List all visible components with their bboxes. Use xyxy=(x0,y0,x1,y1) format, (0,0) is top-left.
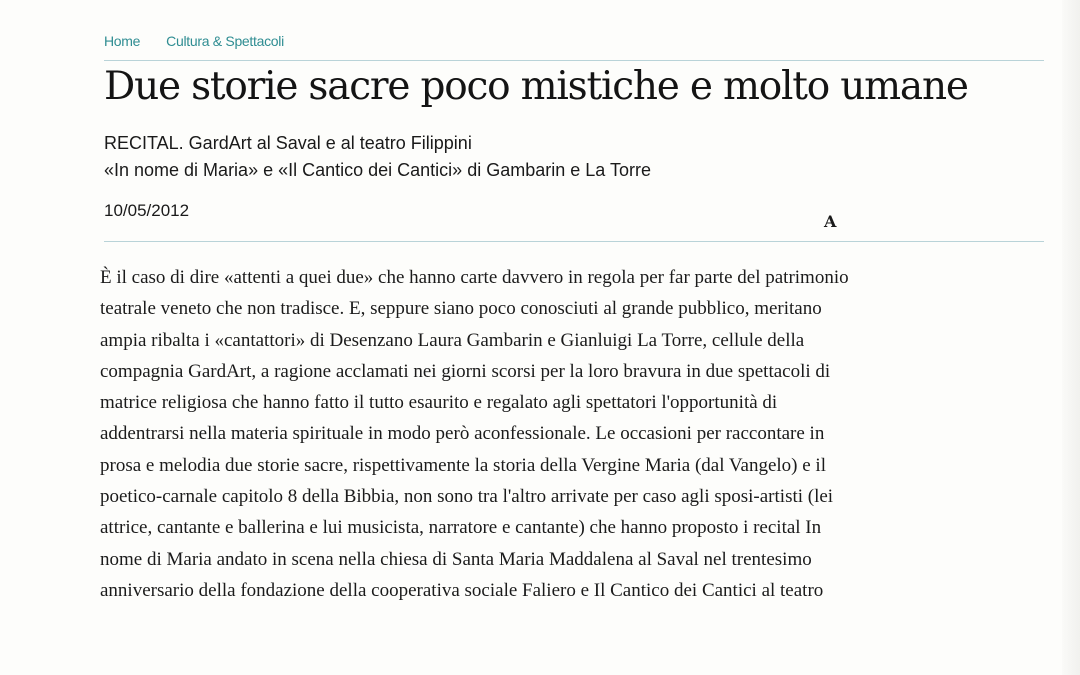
body-line: nome di Maria andato in scena nella chiesa di Santa Maria Maddalena al Saval nel trentesimo xyxy=(100,548,812,570)
article-kicker: RECITAL. GardArt al Saval e al teatro Filippini xyxy=(104,133,472,153)
scan-edge xyxy=(1062,0,1080,675)
body-line: teatrale veneto che non tradisce. E, seppure siano poco conosciuti al grande pubblico, meritano xyxy=(100,298,822,320)
font-size-button[interactable]: A xyxy=(824,212,837,231)
article-subtitle: «In nome di Maria» e «Il Cantico dei Cantici» di Gambarin e La Torre xyxy=(104,160,651,180)
article-date: 10/05/2012 xyxy=(104,201,190,220)
body-line: ampia ribalta i «cantattori» di Desenzano Laura Gambarin e Gianluigi La Torre, cellule della xyxy=(100,329,805,351)
body-line: anniversario della fondazione della cooperativa sociale Faliero e Il Cantico dei Cantici al teatro xyxy=(100,579,824,601)
body-line: poetico-carnale capitolo 8 della Bibbia, non sono tra l'altro arrivate per caso agli sposi-artisti (lei xyxy=(100,486,834,508)
breadcrumb-home-link[interactable]: Home xyxy=(104,33,141,49)
body-line: matrice religiosa che hanno fatto il tutto esaurito e regalato agli spettatori l'opportunità di xyxy=(100,392,778,414)
body-line: attrice, cantante e ballerina e lui musicista, narratore e cantante) che hanno proposto i recital In xyxy=(100,517,822,539)
article-body xyxy=(100,262,1035,606)
body-line: compagnia GardArt, a ragione acclamati nei giorni scorsi per la loro bravura in due spettacoli di xyxy=(100,360,831,382)
body-line: prosa e melodia due storie sacre, rispettivamente la storia della Vergine Maria (dal Vangelo) e il xyxy=(100,454,826,476)
body-line: È il caso di dire «attenti a quei due» che hanno carte davvero in regola per far parte del patrimonio xyxy=(100,267,849,288)
body-line: addentrarsi nella materia spirituale in modo però aconfessionale. Le occasioni per raccontare in xyxy=(100,423,825,445)
breadcrumb xyxy=(104,33,284,49)
breadcrumb-section-link[interactable]: Cultura & Spettacoli xyxy=(166,33,284,49)
article-headline: Due storie sacre poco mistiche e molto umane xyxy=(104,64,968,109)
header-divider xyxy=(104,241,1044,242)
top-divider xyxy=(104,60,1044,61)
